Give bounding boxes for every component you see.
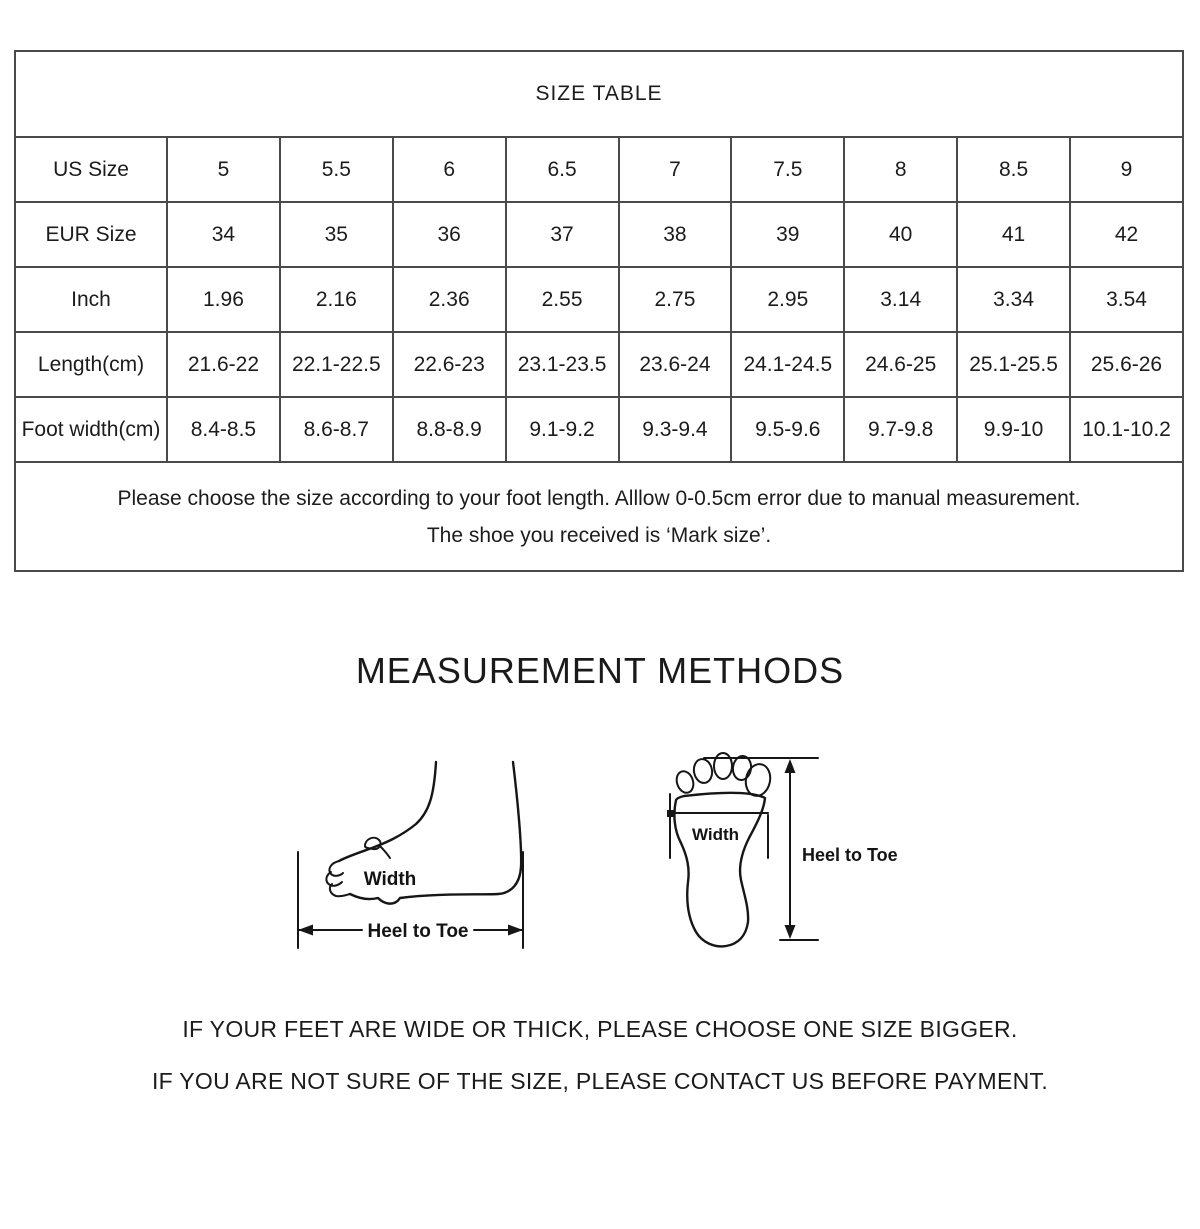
size-cell: 6 bbox=[393, 137, 506, 202]
size-cell: 9 bbox=[1070, 137, 1183, 202]
size-cell: 9.3-9.4 bbox=[619, 397, 732, 462]
size-cell: 23.1-23.5 bbox=[506, 332, 619, 397]
size-table-note-row bbox=[15, 462, 1183, 571]
row-label: US Size bbox=[15, 137, 167, 202]
size-cell: 21.6-22 bbox=[167, 332, 280, 397]
row-label: Inch bbox=[15, 267, 167, 332]
row-label: EUR Size bbox=[15, 202, 167, 267]
size-cell: 25.6-26 bbox=[1070, 332, 1183, 397]
size-cell: 3.34 bbox=[957, 267, 1070, 332]
size-cell: 39 bbox=[731, 202, 844, 267]
arrow-left-icon bbox=[298, 925, 313, 936]
size-cell: 9.1-9.2 bbox=[506, 397, 619, 462]
size-cell: 5 bbox=[167, 137, 280, 202]
size-cell: 8.4-8.5 bbox=[167, 397, 280, 462]
row-label: Foot width(cm) bbox=[15, 397, 167, 462]
arrow-down-icon bbox=[785, 925, 796, 939]
row-label: Length(cm) bbox=[15, 332, 167, 397]
arrow-right-icon bbox=[508, 925, 523, 936]
size-table-note bbox=[15, 462, 1183, 571]
foot-bottom-view-diagram bbox=[640, 740, 970, 968]
footprint-outline bbox=[674, 793, 765, 947]
table-row bbox=[15, 332, 1183, 397]
foot-side-outline bbox=[339, 762, 436, 861]
table-row bbox=[15, 267, 1183, 332]
size-cell: 2.55 bbox=[506, 267, 619, 332]
table-row bbox=[15, 137, 1183, 202]
size-cell: 9.7-9.8 bbox=[844, 397, 957, 462]
size-cell: 24.1-24.5 bbox=[731, 332, 844, 397]
table-row bbox=[15, 202, 1183, 267]
foot-side-view-diagram bbox=[288, 748, 598, 958]
size-cell: 8 bbox=[844, 137, 957, 202]
size-cell: 6.5 bbox=[506, 137, 619, 202]
size-cell: 2.75 bbox=[619, 267, 732, 332]
size-cell: 2.36 bbox=[393, 267, 506, 332]
size-cell: 7 bbox=[619, 137, 732, 202]
bottom-heel-to-toe-label: Heel to Toe bbox=[802, 845, 898, 865]
size-cell: 2.95 bbox=[731, 267, 844, 332]
size-cell: 9.5-9.6 bbox=[731, 397, 844, 462]
size-cell: 8.6-8.7 bbox=[280, 397, 393, 462]
arrow-up-icon bbox=[785, 759, 796, 773]
size-cell: 23.6-24 bbox=[619, 332, 732, 397]
size-table bbox=[14, 50, 1184, 572]
size-cell: 9.9-10 bbox=[957, 397, 1070, 462]
size-cell: 38 bbox=[619, 202, 732, 267]
side-width-label: Width bbox=[363, 869, 417, 890]
footer-note-1: IF YOUR FEET ARE WIDE OR THICK, PLEASE CHOOSE ONE SIZE BIGGER. bbox=[182, 1016, 1018, 1042]
size-table-title: SIZE TABLE bbox=[15, 51, 1183, 137]
size-cell: 3.54 bbox=[1070, 267, 1183, 332]
size-cell: 37 bbox=[506, 202, 619, 267]
size-cell: 8.5 bbox=[957, 137, 1070, 202]
size-table-title-row bbox=[15, 51, 1183, 137]
measurement-methods-heading: MEASUREMENT METHODS bbox=[355, 650, 845, 691]
size-cell: 35 bbox=[280, 202, 393, 267]
size-cell: 5.5 bbox=[280, 137, 393, 202]
size-cell: 41 bbox=[957, 202, 1070, 267]
size-cell: 22.6-23 bbox=[393, 332, 506, 397]
size-cell: 10.1-10.2 bbox=[1070, 397, 1183, 462]
size-cell: 8.8-8.9 bbox=[393, 397, 506, 462]
note-line-2: The shoe you received is ‘Mark size’. bbox=[426, 523, 772, 547]
note-line-1: Please choose the size according to your foot length. Alllow 0-0.5cm error due to manual measurement. bbox=[117, 486, 1081, 510]
size-cell: 2.16 bbox=[280, 267, 393, 332]
size-cell: 1.96 bbox=[167, 267, 280, 332]
size-cell: 7.5 bbox=[731, 137, 844, 202]
size-cell: 25.1-25.5 bbox=[957, 332, 1070, 397]
size-cell: 3.14 bbox=[844, 267, 957, 332]
size-cell: 40 bbox=[844, 202, 957, 267]
size-cell: 22.1-22.5 bbox=[280, 332, 393, 397]
size-cell: 42 bbox=[1070, 202, 1183, 267]
side-heel-to-toe-label: Heel to Toe bbox=[367, 921, 469, 942]
size-cell: 24.6-25 bbox=[844, 332, 957, 397]
size-cell: 36 bbox=[393, 202, 506, 267]
bottom-width-label: Width bbox=[692, 825, 740, 844]
table-row bbox=[15, 397, 1183, 462]
footer-note-2: IF YOU ARE NOT SURE OF THE SIZE, PLEASE CONTACT US BEFORE PAYMENT. bbox=[151, 1068, 1049, 1094]
size-cell: 34 bbox=[167, 202, 280, 267]
